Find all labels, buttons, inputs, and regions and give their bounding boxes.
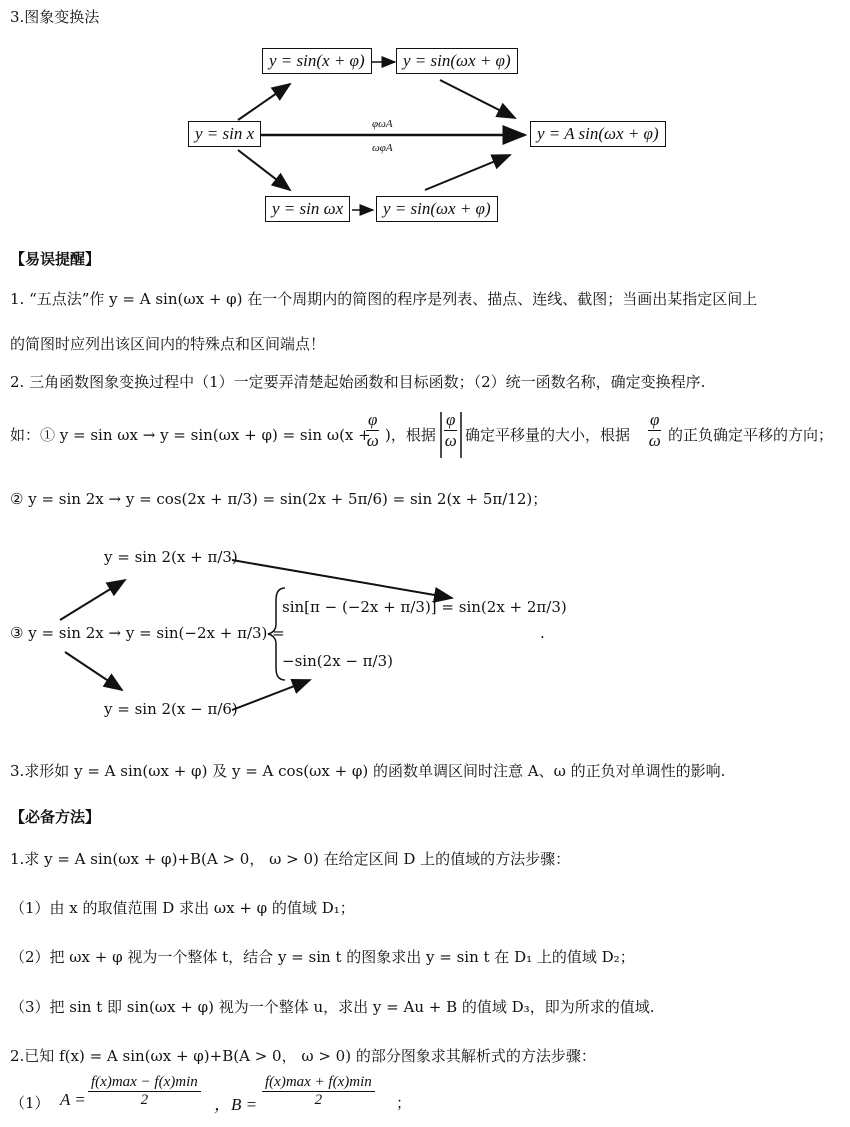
tip2: 2. 三角函数图象变换过程中（1）一定要弄清楚起始函数和目标函数；（2）统一函数名称，确定变换程序. (10, 373, 706, 391)
arrow-to-bottom (238, 150, 290, 190)
method2-B: ，B = (214, 1095, 258, 1114)
tips-header: 【易误提醒】 (10, 250, 101, 268)
arrow-bottom-to-end (425, 155, 510, 190)
ex1-abs-frac (444, 410, 457, 451)
ex1-sign-frac (648, 410, 661, 451)
ex1-frac (366, 410, 379, 451)
method2-step1-label: （1） (10, 1094, 50, 1112)
ex3-arrow-down (65, 652, 122, 690)
method2-A-frac (88, 1074, 201, 1109)
method2-step1-end: ； (396, 1094, 412, 1112)
box-sin-wx-phi-top: y = sin(ωx + φ) (396, 48, 518, 74)
box-A-sin: y = A sin(ωx + φ) (530, 121, 666, 147)
ex2: ② y = sin 2x → y = cos(2x + π/3) = sin(2x + 5π/6) = sin 2(x + 5π/12)； (10, 490, 548, 508)
method1-step1: （1）由 x 的取值范围 D 求出 ωx + φ 的值域 D₁； (10, 899, 355, 917)
method2-B-num: f(x)max + f(x)min (262, 1074, 375, 1092)
method2-A-num: f(x)max − f(x)min (88, 1074, 201, 1092)
ex1-frac-den: ω (366, 431, 379, 450)
method2-B-frac (262, 1074, 375, 1109)
ex1-tail: 的正负确定平移的方向； (668, 426, 834, 444)
ex3-top: y = sin 2(x + π/3) (104, 548, 238, 566)
method1-step3: （3）把 sin t 即 sin(ωx + φ) 视为一个整体 u，求出 y = Au + B 的值域 D₃，即为所求的值域. (10, 998, 655, 1016)
ex3-end: . (540, 624, 545, 642)
ex3-arrow-up (60, 580, 125, 620)
box-sin-wx-phi-bottom: y = sin(ωx + φ) (376, 196, 498, 222)
method2-title: 2.已知 f(x) = A sin(ωx + φ)+B(A > 0， ω > 0) 的部分图象求其解析式的方法步骤： (10, 1047, 596, 1065)
ex3-bottom: y = sin 2(x − π/6) (104, 700, 238, 718)
method2-B-den: 2 (314, 1092, 323, 1108)
box-sin-x-phi: y = sin(x + φ) (262, 48, 372, 74)
method1-title: 1.求 y = A sin(ωx + φ)+B(A > 0， ω > 0) 在给定区间 D 上的值域的方法步骤： (10, 850, 571, 868)
ex3-left: ③ y = sin 2x → y = sin(−2x + π/3) = (10, 624, 285, 642)
method2-A-den: 2 (140, 1092, 149, 1108)
ex1-abs-num: φ (446, 410, 456, 429)
ex1-abs-den: ω (444, 431, 457, 450)
arrow-label-upper: φωA (372, 118, 393, 130)
box-sin-wx: y = sin ωx (265, 196, 350, 222)
ex1-mid: )，根据 (385, 426, 436, 444)
ex1-prefix: 如：① y = sin ωx → y = sin(ωx + φ) = sin ω(x + (10, 426, 371, 444)
tip1-line2: 的简图时应列出该区间内的特殊点和区间端点！ (10, 335, 326, 353)
ex3-brace-top: sin[π − (−2x + π/3)] = sin(2x + 2π/3) (282, 598, 567, 616)
section-title: 3.图象变换法 (10, 8, 100, 26)
arrow-top-to-end (440, 80, 515, 118)
method2-A: A = (60, 1090, 86, 1109)
ex3-brace-bottom: −sin(2x − π/3) (282, 652, 393, 670)
tip1-line1: 1. “五点法”作 y = A sin(ωx + φ) 在一个周期内的简图的程序是列表、描点、连线、截图；当画出某指定区间上 (10, 290, 758, 308)
arrow-to-top (238, 84, 290, 120)
ex1-sign-den: ω (648, 431, 661, 450)
box-sin-x: y = sin x (188, 121, 261, 147)
method1-step2: （2）把 ωx + φ 视为一个整体 t，结合 y = sin t 的图象求出 y = sin t 在 D₁ 上的值域 D₂； (10, 948, 635, 966)
ex3-arrow-top-right (232, 560, 452, 598)
methods-header: 【必备方法】 (10, 808, 101, 826)
ex1-frac-num: φ (368, 410, 378, 429)
ex3-arrow-bottom-right (232, 680, 310, 710)
ex1-mid2: 确定平移量的大小，根据 (465, 426, 631, 444)
tip3: 3.求形如 y = A sin(ωx + φ) 及 y = A cos(ωx + φ) 的函数单调区间时注意 A、ω 的正负对单调性的影响. (10, 762, 726, 780)
arrow-label-lower: ωφA (372, 142, 393, 154)
ex1-sign-num: φ (650, 410, 660, 429)
